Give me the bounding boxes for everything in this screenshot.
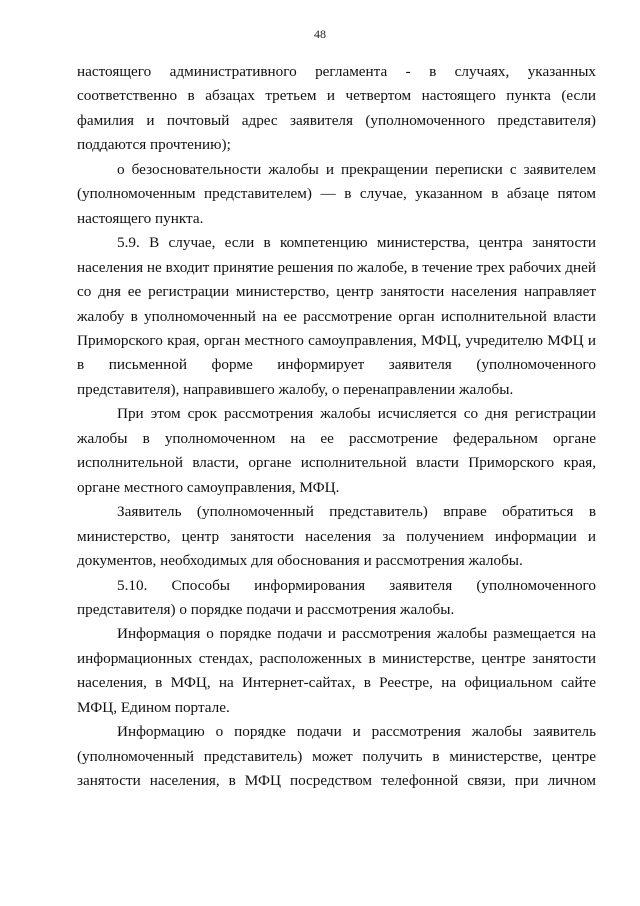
paragraph-info-obtain: Информацию о порядке подачи и рассмотрения жалобы заявитель (уполномоченный представитель) может получить в министерстве, центре занятости населения, в МФЦ посредством телефонной связи, при личном (77, 723, 596, 790)
paragraph-continuation: настоящего административного регламента - в случаях, указанных соответственно в абзацах третьем и четвертом настоящего пункта (если фамилия и почтовый адрес заявителя (уполномоченного представителя) поддаются прочтению); (77, 63, 596, 154)
paragraph-term: При этом срок рассмотрения жалобы исчисляется со дня регистрации жалобы в уполномоченном на ее рассмотрение федеральном органе исполнительной власти, органе исполнительной власти Приморского края, органе местного самоуправления, МФЦ. (77, 405, 596, 496)
paragraph-5-10: 5.10. Способы информирования заявителя (уполномоченного представителя) о порядке подачи и рассмотрения жалобы. (77, 576, 596, 618)
page-number: 48 (314, 27, 326, 41)
paragraph-info-placement: Информация о порядке подачи и рассмотрения жалобы размещается на информационных стендах, расположенных в министерстве, центре занятости населения, в МФЦ, на Интернет-сайтах, в Реестре, на официальном сайте МФЦ, Едином портале. (77, 625, 596, 716)
paragraph-applicant-right: Заявитель (уполномоченный представитель) вправе обратиться в министерство, центр занятости населения за получением информации и документов, необходимых для обоснования и рассмотрения жалобы. (77, 503, 596, 570)
paragraph-groundlessness: о безосновательности жалобы и прекращении переписки с заявителем (уполномоченным представителем) — в случае, указанном в абзаце пятом настоящего пункта. (77, 160, 596, 227)
document-body (77, 60, 596, 794)
paragraph-5-9: 5.9. В случае, если в компетенцию министерства, центра занятости населения не входит принятие решения по жалобе, в течение трех рабочих дней со дня ее регистрации министерство, центр занятости населения направляет жалобу в уполномоченный на ее рассмотрение орган исполнительной власти Приморского края, орган местного самоуправления, МФЦ, учредителю МФЦ и в письменной форме информирует заявителя (уполномоченного представителя), направившего жалобу, о перенаправлении жалобы. (77, 234, 596, 398)
